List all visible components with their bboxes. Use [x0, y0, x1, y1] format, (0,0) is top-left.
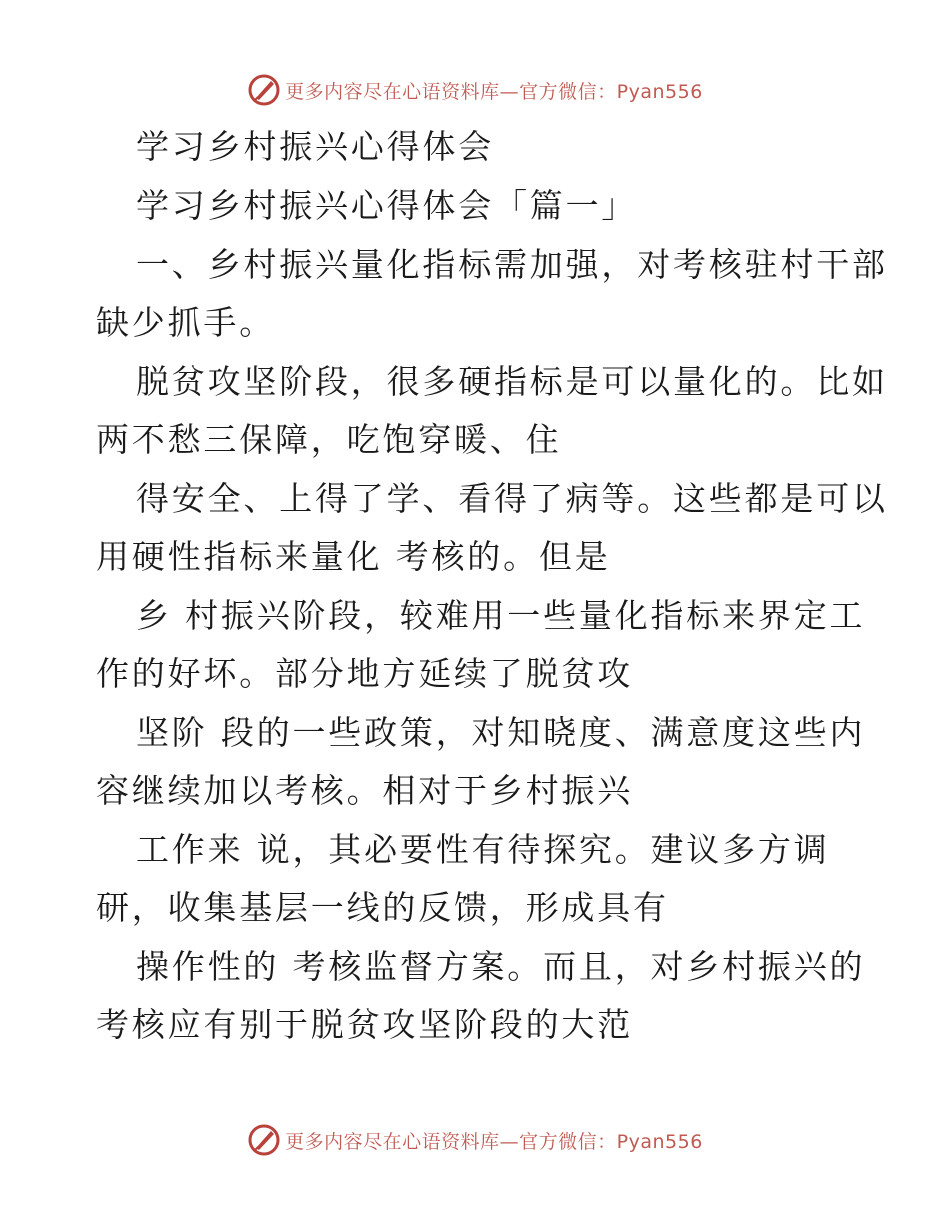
watermark-text: 更多内容尽在心语资料库—官方微信：Pyan556 — [285, 1130, 703, 1153]
quill-logo-icon — [247, 73, 281, 107]
paragraph-line: 用硬性指标来量化 考核的。但是 — [96, 537, 611, 576]
document-title: 学习乡村振兴心得体会 — [136, 127, 494, 166]
paragraph-line: 一、乡村振兴量化指标需加强，对考核驻村干部 — [136, 245, 888, 284]
wechat-id: Pyan556 — [616, 80, 703, 103]
paragraph-line: 两不愁三保障，吃饱穿暖、住 — [96, 420, 562, 459]
paragraph-line: 容继续加以考核。相对于乡村振兴 — [96, 771, 633, 810]
paragraph-line: 作的好坏。部分地方延续了脱贫攻 — [96, 654, 633, 693]
paragraph-line: 研，收集基层一线的反馈，形成具有 — [96, 888, 669, 927]
paragraph-line: 乡 村振兴阶段，较难用一些量化指标来界定工 — [136, 596, 866, 635]
section-heading: 学习乡村振兴心得体会「篇一」 — [136, 186, 638, 225]
paragraph-line: 脱贫攻坚阶段，很多硬指标是可以量化的。比如 — [136, 362, 888, 401]
paragraph-line: 工作来 说，其必要性有待探究。建议多方调 — [136, 830, 830, 869]
paragraph-line: 得安全、上得了学、看得了病等。这些都是可以 — [136, 479, 888, 518]
paragraph-line: 操作性的 考核监督方案。而且，对乡村振兴的 — [136, 947, 866, 986]
footer-watermark — [0, 1120, 950, 1160]
paragraph-line: 坚阶 段的一些政策，对知晓度、满意度这些内 — [136, 713, 866, 752]
header-watermark — [0, 70, 950, 110]
wechat-id: Pyan556 — [616, 1130, 703, 1153]
paragraph-line: 考核应有别于脱贫攻坚阶段的大范 — [96, 1005, 633, 1044]
watermark-text: 更多内容尽在心语资料库—官方微信：Pyan556 — [285, 80, 703, 103]
paragraph-line: 缺少抓手。 — [96, 303, 275, 342]
quill-logo-icon — [247, 1123, 281, 1157]
